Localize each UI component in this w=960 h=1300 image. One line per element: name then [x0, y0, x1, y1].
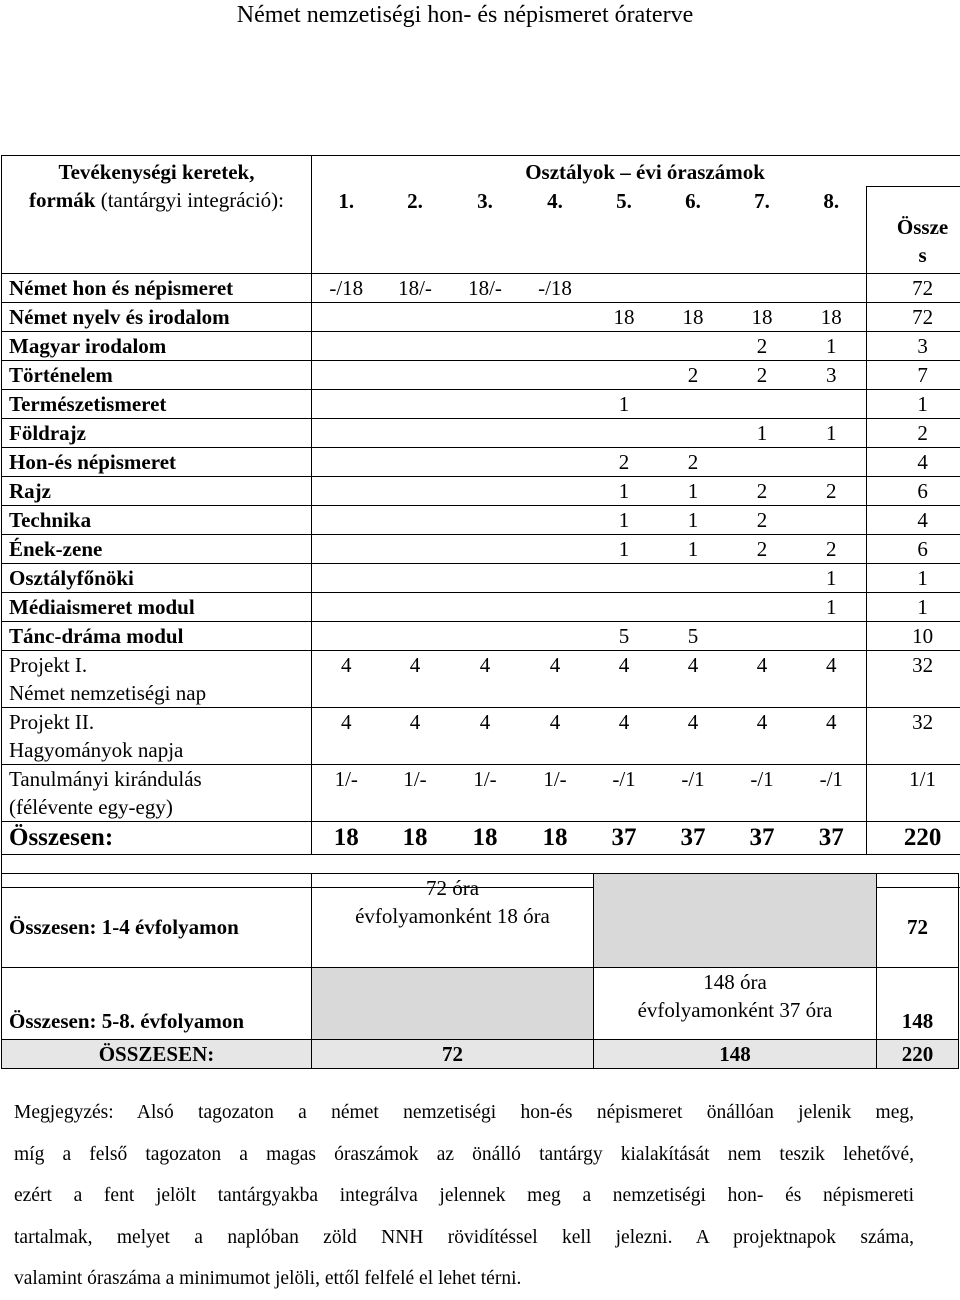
note-line: ezért a fent jelölt tantárgyakba integrálva jelennek meg a nemzetiségi hon- és népismereti — [14, 1175, 914, 1217]
hours-cell — [521, 564, 590, 593]
subject-name: Földrajz — [2, 419, 312, 448]
summary-lower-label — [2, 874, 312, 968]
hours-cell — [312, 390, 381, 419]
hours-cell — [381, 506, 450, 535]
subject-name: Médiaismeret modul — [2, 593, 312, 622]
hours-cell: 1 — [659, 535, 728, 564]
project-hours-cell: 4 — [521, 708, 590, 765]
header-group-title: Osztályok – évi óraszámok — [312, 156, 960, 187]
project-name — [2, 651, 312, 708]
totals-cell: 18 — [381, 822, 450, 855]
project-row — [2, 651, 960, 708]
hours-cell — [312, 303, 381, 332]
hours-cell — [450, 593, 521, 622]
hours-cell: 2 — [728, 535, 797, 564]
summary-upper-hours-b: évfolyamonként 37 óra — [638, 998, 833, 1022]
hours-cell — [381, 535, 450, 564]
hours-cell: 1 — [659, 477, 728, 506]
hours-cell — [659, 390, 728, 419]
totals-cell: 18 — [312, 822, 381, 855]
hours-cell — [590, 332, 659, 361]
hours-cell: 1 — [728, 419, 797, 448]
project-hours-cell: 4 — [450, 651, 521, 708]
hours-cell — [521, 361, 590, 390]
header-label-line2-bold: formák — [29, 188, 96, 212]
project-hours-cell: 4 — [590, 708, 659, 765]
hours-cell — [450, 390, 521, 419]
hours-cell — [797, 274, 867, 303]
totals-cell: 37 — [659, 822, 728, 855]
hours-cell — [450, 332, 521, 361]
hours-cell: 5 — [659, 622, 728, 651]
hours-cell — [728, 622, 797, 651]
project-hours-cell: 1/- — [450, 765, 521, 822]
hours-cell — [521, 535, 590, 564]
project-hours-cell: 4 — [590, 651, 659, 708]
row-total: 72 — [867, 303, 960, 332]
hours-cell: 18 — [659, 303, 728, 332]
project-total: 32 — [867, 651, 960, 708]
project-hours-cell: 4 — [659, 651, 728, 708]
project-name-line2: Német nemzetiségi nap — [9, 681, 206, 705]
hours-cell — [450, 361, 521, 390]
hours-cell: 18 — [590, 303, 659, 332]
header-activity-label — [2, 156, 312, 274]
totals-cell: 37 — [728, 822, 797, 855]
hours-cell — [728, 564, 797, 593]
row-total: 3 — [867, 332, 960, 361]
grade-header: 4. — [521, 187, 590, 274]
subject-name: Magyar irodalom — [2, 332, 312, 361]
subject-name: Német nyelv és irodalom — [2, 303, 312, 332]
totals-cell: 37 — [797, 822, 867, 855]
hours-cell — [590, 419, 659, 448]
hours-cell: 1 — [797, 593, 867, 622]
project-name-line1: Projekt I. — [9, 653, 87, 677]
hours-cell: 2 — [797, 535, 867, 564]
hours-cell — [312, 622, 381, 651]
grand-total-row — [2, 1040, 959, 1069]
project-name — [2, 708, 312, 765]
subject-name: Technika — [2, 506, 312, 535]
project-hours-cell: 4 — [797, 651, 867, 708]
hours-cell — [659, 564, 728, 593]
note-line: Megjegyzés: Alsó tagozaton a német nemzetiségi hon-és népismeret önállóan jelenik meg, — [14, 1092, 914, 1134]
grade-header: 5. — [590, 187, 659, 274]
project-row — [2, 765, 960, 822]
hours-cell — [312, 448, 381, 477]
project-total: 32 — [867, 708, 960, 765]
hours-cell: 1 — [797, 564, 867, 593]
hours-cell — [521, 303, 590, 332]
hours-cell: 18 — [728, 303, 797, 332]
row-total: 4 — [867, 506, 960, 535]
summary-lower-total: 72 — [877, 874, 959, 968]
row-total: 1 — [867, 593, 960, 622]
hours-cell — [381, 564, 450, 593]
hours-cell: 2 — [728, 361, 797, 390]
project-hours-cell: 4 — [797, 708, 867, 765]
project-hours-cell: -/1 — [797, 765, 867, 822]
hours-cell — [521, 390, 590, 419]
hours-cell — [521, 419, 590, 448]
header-label-line2-rest: (tantárgyi integráció): — [95, 188, 284, 212]
project-hours-cell: 4 — [381, 651, 450, 708]
row-total: 6 — [867, 477, 960, 506]
row-total: 7 — [867, 361, 960, 390]
subject-row — [2, 419, 960, 448]
hours-cell — [381, 390, 450, 419]
project-hours-cell: 1/- — [381, 765, 450, 822]
grand-total-sum: 220 — [877, 1040, 959, 1069]
hours-cell — [450, 622, 521, 651]
hours-cell: 3 — [797, 361, 867, 390]
subject-name: Osztályfőnöki — [2, 564, 312, 593]
hours-cell — [450, 419, 521, 448]
summary-lower-shaded — [594, 874, 877, 968]
hours-cell: 1 — [797, 332, 867, 361]
hours-cell — [521, 506, 590, 535]
grade-header: 3. — [450, 187, 521, 274]
row-total: 6 — [867, 535, 960, 564]
hours-cell: -/18 — [521, 274, 590, 303]
subject-name: Természetismeret — [2, 390, 312, 419]
project-hours-cell: -/1 — [590, 765, 659, 822]
hours-cell: 2 — [728, 332, 797, 361]
hours-cell: 18/- — [450, 274, 521, 303]
subject-row — [2, 274, 960, 303]
subject-name: Ének-zene — [2, 535, 312, 564]
page-title: Német nemzetiségi hon- és népismeret óraterve — [0, 0, 930, 30]
project-hours-cell: 4 — [381, 708, 450, 765]
grand-total-table — [1, 1039, 959, 1069]
grand-total-label: ÖSSZESEN: — [2, 1040, 312, 1069]
totals-cell: 37 — [590, 822, 659, 855]
project-name-line2: Hagyományok napja — [9, 738, 183, 762]
hours-cell — [797, 448, 867, 477]
project-hours-cell: 4 — [312, 708, 381, 765]
hours-cell: 2 — [728, 477, 797, 506]
totals-cell: 18 — [450, 822, 521, 855]
hours-cell — [659, 332, 728, 361]
note-line: míg a felső tagozaton a magas óraszámok az önálló tantárgy kialakítását nem teszik lehetővé, — [14, 1134, 914, 1176]
hours-cell: 1 — [590, 477, 659, 506]
hours-cell — [312, 593, 381, 622]
hours-cell — [728, 593, 797, 622]
subject-name: Német hon és népismeret — [2, 274, 312, 303]
hours-cell — [312, 332, 381, 361]
hours-cell — [312, 564, 381, 593]
subject-row — [2, 448, 960, 477]
hours-cell — [381, 622, 450, 651]
subject-row — [2, 535, 960, 564]
hours-cell — [521, 448, 590, 477]
row-total: 1 — [867, 390, 960, 419]
project-hours-cell: -/1 — [728, 765, 797, 822]
note-line: valamint óraszáma a minimumot jelöli, ettől felfelé el lehet térni. — [14, 1258, 914, 1300]
summary-upper-total: 148 — [877, 968, 959, 1062]
subject-row — [2, 390, 960, 419]
hours-cell — [450, 535, 521, 564]
hours-cell: 1 — [590, 535, 659, 564]
grade-header: 8. — [797, 187, 867, 274]
hours-cell — [381, 419, 450, 448]
grade-header: 2. — [381, 187, 450, 274]
hours-cell — [381, 361, 450, 390]
summary-lower-row — [2, 874, 959, 968]
subject-name: Hon-és népismeret — [2, 448, 312, 477]
hours-cell — [381, 593, 450, 622]
grade-header: 7. — [728, 187, 797, 274]
hours-cell — [659, 274, 728, 303]
totals-row — [2, 822, 960, 855]
hours-cell — [797, 390, 867, 419]
note-paragraph — [14, 1092, 914, 1300]
hours-cell: 2 — [659, 361, 728, 390]
subject-row — [2, 477, 960, 506]
curriculum-table — [1, 155, 960, 888]
hours-cell: 1 — [590, 390, 659, 419]
summary-lower-hours-b: évfolyamonként 18 óra — [355, 904, 550, 928]
project-hours-cell: 1/- — [312, 765, 381, 822]
total-header-line1: Össze — [897, 215, 948, 239]
hours-cell — [659, 593, 728, 622]
total-header-line2: s — [918, 243, 926, 267]
hours-cell — [312, 477, 381, 506]
hours-cell: 18 — [797, 303, 867, 332]
row-total: 4 — [867, 448, 960, 477]
hours-cell — [450, 303, 521, 332]
subject-row — [2, 622, 960, 651]
hours-cell — [381, 477, 450, 506]
project-hours-cell: 1/- — [521, 765, 590, 822]
project-row — [2, 708, 960, 765]
hours-cell — [521, 332, 590, 361]
project-hours-cell: -/1 — [659, 765, 728, 822]
hours-cell: 5 — [590, 622, 659, 651]
hours-cell — [312, 535, 381, 564]
hours-cell: -/18 — [312, 274, 381, 303]
subject-row — [2, 506, 960, 535]
header-row — [2, 156, 960, 187]
summary-lower-label-text: Összesen: 1-4 évfolyamon — [9, 915, 239, 939]
hours-cell — [728, 448, 797, 477]
hours-cell — [381, 448, 450, 477]
hours-cell — [728, 390, 797, 419]
hours-cell — [450, 564, 521, 593]
hours-cell — [450, 506, 521, 535]
hours-cell: 2 — [797, 477, 867, 506]
hours-cell — [381, 303, 450, 332]
hours-cell: 2 — [728, 506, 797, 535]
row-total: 10 — [867, 622, 960, 651]
totals-label: Összesen: — [2, 822, 312, 855]
summary-upper-hours-a: 148 óra — [703, 970, 767, 994]
hours-cell: 1 — [590, 506, 659, 535]
project-hours-cell: 4 — [728, 651, 797, 708]
hours-cell — [312, 419, 381, 448]
summary-lower-hours-a: 72 óra — [426, 876, 479, 900]
summary-lower-hours — [312, 874, 594, 968]
hours-cell — [797, 506, 867, 535]
hours-cell — [797, 622, 867, 651]
grade-header: 1. — [312, 187, 381, 274]
project-hours-cell: 4 — [728, 708, 797, 765]
summary-upper-label-text: Összesen: 5-8. évfolyamon — [9, 1009, 244, 1033]
subject-name: Történelem — [2, 361, 312, 390]
row-total: 2 — [867, 419, 960, 448]
subject-row — [2, 332, 960, 361]
project-name — [2, 765, 312, 822]
subject-row — [2, 593, 960, 622]
hours-cell — [312, 361, 381, 390]
hours-cell — [312, 506, 381, 535]
row-total: 72 — [867, 274, 960, 303]
hours-cell: 2 — [659, 448, 728, 477]
project-name-line1: Projekt II. — [9, 710, 94, 734]
project-name-line1: Tanulmányi kirándulás — [9, 767, 202, 791]
hours-cell — [521, 622, 590, 651]
project-name-line2: (félévente egy-egy) — [9, 795, 173, 819]
subject-name: Tánc-dráma modul — [2, 622, 312, 651]
hours-cell — [590, 361, 659, 390]
subject-name: Rajz — [2, 477, 312, 506]
hours-cell: 1 — [797, 419, 867, 448]
summary-table — [1, 873, 959, 1062]
hours-cell — [659, 419, 728, 448]
row-total: 1 — [867, 564, 960, 593]
grand-total-upper: 148 — [594, 1040, 877, 1069]
hours-cell — [728, 274, 797, 303]
project-hours-cell: 4 — [450, 708, 521, 765]
subject-row — [2, 361, 960, 390]
subject-row — [2, 564, 960, 593]
header-label-line1: Tevékenységi keretek, — [59, 160, 255, 184]
project-total: 1/1 — [867, 765, 960, 822]
hours-cell: 2 — [590, 448, 659, 477]
total-header — [867, 187, 960, 274]
hours-cell — [450, 477, 521, 506]
hours-cell — [521, 477, 590, 506]
grand-total-lower: 72 — [312, 1040, 594, 1069]
project-hours-cell: 4 — [312, 651, 381, 708]
hours-cell — [590, 274, 659, 303]
project-hours-cell: 4 — [659, 708, 728, 765]
project-hours-cell: 4 — [521, 651, 590, 708]
totals-cell: 18 — [521, 822, 590, 855]
hours-cell — [590, 564, 659, 593]
note-line: tartalmak, melyet a naplóban zöld NNH rövidítéssel kell jelezni. A projektnapok száma, — [14, 1217, 914, 1259]
hours-cell — [590, 593, 659, 622]
hours-cell — [521, 593, 590, 622]
hours-cell: 1 — [659, 506, 728, 535]
subject-row — [2, 303, 960, 332]
hours-cell — [381, 332, 450, 361]
hours-cell: 18/- — [381, 274, 450, 303]
totals-total: 220 — [867, 822, 960, 855]
grade-header: 6. — [659, 187, 728, 274]
hours-cell — [450, 448, 521, 477]
